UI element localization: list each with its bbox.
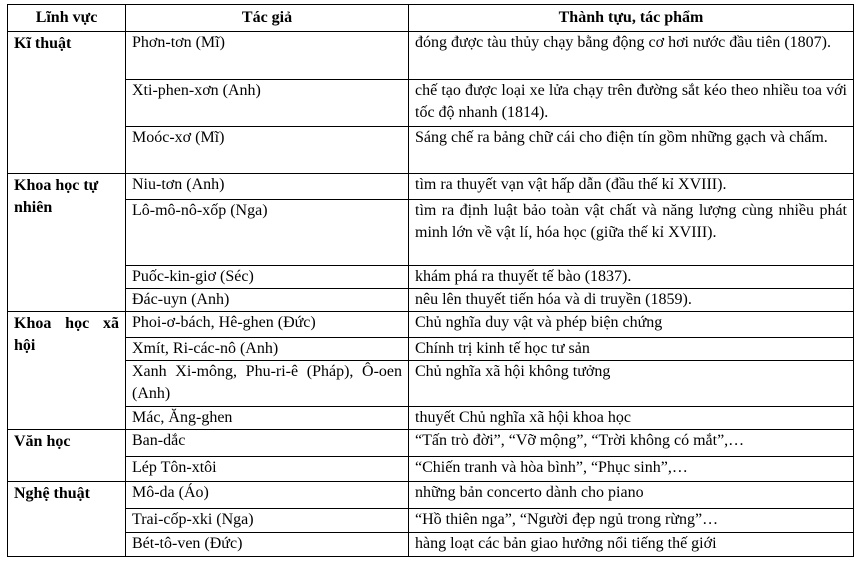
author-cell: Bét-tô-ven (Đức) bbox=[126, 533, 409, 557]
author-cell: Lô-mô-nô-xốp (Nga) bbox=[126, 200, 409, 266]
achievements-table bbox=[7, 4, 854, 557]
header-work: Thành tựu, tác phẩm bbox=[409, 5, 854, 32]
field-cell: Khoa học tự nhiên bbox=[8, 174, 126, 312]
work-cell: chế tạo được loại xe lửa chạy trên đường sắt kéo theo nhiều toa với tốc độ nhanh (1814). bbox=[409, 80, 854, 127]
work-cell: “Tấn trò đời”, “Vỡ mộng”, “Trời không có mắt”,… bbox=[409, 430, 854, 457]
author-cell: Đác-uyn (Anh) bbox=[126, 289, 409, 312]
table-row bbox=[8, 32, 854, 80]
work-cell: hàng loạt các bản giao hưởng nổi tiếng thế giới bbox=[409, 533, 854, 557]
table-row bbox=[8, 200, 854, 266]
table-row bbox=[8, 338, 854, 361]
author-cell: Lép Tôn-xtôi bbox=[126, 457, 409, 482]
field-cell: Nghệ thuật bbox=[8, 482, 126, 557]
author-cell: Xti-phen-xơn (Anh) bbox=[126, 80, 409, 127]
work-cell: khám phá ra thuyết tế bào (1837). bbox=[409, 266, 854, 289]
table-row bbox=[8, 482, 854, 509]
author-cell: Trai-cốp-xki (Nga) bbox=[126, 509, 409, 533]
field-cell: Khoa học xã hội bbox=[8, 312, 126, 430]
table-row bbox=[8, 127, 854, 174]
work-cell: tìm ra định luật bảo toàn vật chất và năng lượng cùng nhiều phát minh lớn về vật lí, hóa học (giữa thế kỉ XVIII). bbox=[409, 200, 854, 266]
author-cell: Xanh Xi-mông, Phu-ri-ê (Pháp), Ô-oen (Anh) bbox=[126, 361, 409, 407]
work-cell: tìm ra thuyết vạn vật hấp dẫn (đầu thế kỉ XVIII). bbox=[409, 174, 854, 200]
field-cell: Kĩ thuật bbox=[8, 32, 126, 174]
work-cell: thuyết Chủ nghĩa xã hội khoa học bbox=[409, 407, 854, 430]
table-row bbox=[8, 312, 854, 338]
table-row bbox=[8, 430, 854, 457]
author-cell: Phơn-tơn (Mĩ) bbox=[126, 32, 409, 80]
table-row bbox=[8, 509, 854, 533]
work-cell: Chủ nghĩa xã hội không tưởng bbox=[409, 361, 854, 407]
author-cell: Phoi-ơ-bách, Hê-ghen (Đức) bbox=[126, 312, 409, 338]
author-cell: Xmít, Ri-các-nô (Anh) bbox=[126, 338, 409, 361]
table-row bbox=[8, 407, 854, 430]
author-cell: Mác, Ăng-ghen bbox=[126, 407, 409, 430]
header-row bbox=[8, 5, 854, 32]
author-cell: Mô-da (Áo) bbox=[126, 482, 409, 509]
work-cell: Chủ nghĩa duy vật và phép biện chứng bbox=[409, 312, 854, 338]
table-row bbox=[8, 361, 854, 407]
author-cell: Niu-tơn (Anh) bbox=[126, 174, 409, 200]
header-author: Tác giả bbox=[126, 5, 409, 32]
table-row bbox=[8, 80, 854, 127]
table-row bbox=[8, 533, 854, 557]
table-row bbox=[8, 174, 854, 200]
work-cell: đóng được tàu thủy chạy bằng động cơ hơi nước đầu tiên (1807). bbox=[409, 32, 854, 80]
author-cell: Ban-dắc bbox=[126, 430, 409, 457]
work-cell: Sáng chế ra bảng chữ cái cho điện tín gồm những gạch và chấm. bbox=[409, 127, 854, 174]
work-cell: những bản concerto dành cho piano bbox=[409, 482, 854, 509]
work-cell: nêu lên thuyết tiến hóa và di truyền (1859). bbox=[409, 289, 854, 312]
field-cell: Văn học bbox=[8, 430, 126, 482]
author-cell: Puốc-kin-giơ (Séc) bbox=[126, 266, 409, 289]
table-row bbox=[8, 457, 854, 482]
work-cell: “Hồ thiên nga”, “Người đẹp ngủ trong rừng”… bbox=[409, 509, 854, 533]
author-cell: Moóc-xơ (Mĩ) bbox=[126, 127, 409, 174]
table-row bbox=[8, 266, 854, 289]
header-field: Lĩnh vực bbox=[8, 5, 126, 32]
work-cell: Chính trị kinh tế học tư sản bbox=[409, 338, 854, 361]
table-row bbox=[8, 289, 854, 312]
work-cell: “Chiến tranh và hòa bình”, “Phục sinh”,… bbox=[409, 457, 854, 482]
